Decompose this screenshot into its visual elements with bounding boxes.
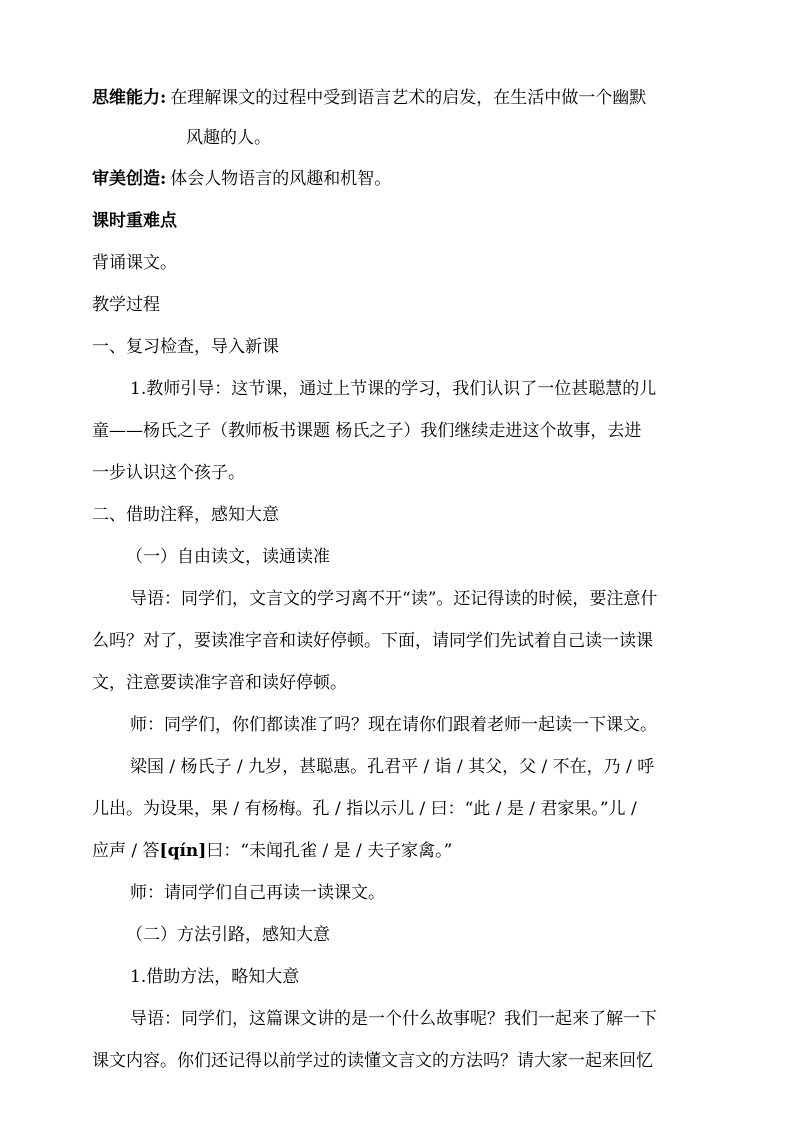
guide-line: 么吗？对了，要读准字音和读好停顿。下面，请同学们先试着自己读一读课 xyxy=(92,631,653,651)
objective-aesthetic xyxy=(92,167,391,191)
process-heading: 教学过程 xyxy=(92,295,160,315)
classical-text-line: 儿出。为设果，果 / 有杨梅。孔 / 指以示儿 / 曰：“此 / 是 / 君家果。”儿 / xyxy=(92,799,637,819)
objective-colon: : xyxy=(160,88,167,108)
objective-thinking-continuation xyxy=(186,126,271,150)
objective-thinking xyxy=(92,86,646,110)
classical-text-line: 梁国 / 杨氏子 / 九岁，甚聪惠。孔君平 / 诣 / 其父，父 / 不在，乃 / 呼 xyxy=(130,757,655,777)
key-points-text: 背诵课文。 xyxy=(92,253,177,273)
objective-label: 审美创造 xyxy=(92,169,160,189)
objective-text: 体会人物语言的风趣和机智。 xyxy=(170,169,392,189)
section-one-para-line: 1.教师引导：这节课，通过上节课的学习，我们认识了一位甚聪慧的儿 xyxy=(130,379,657,399)
subsection-one-title: （一）自由读文，读通读准 xyxy=(126,547,330,567)
pinyin-annotation: [qín] xyxy=(159,841,207,861)
classical-text-line xyxy=(92,839,452,863)
objective-colon: : xyxy=(160,169,167,189)
subsection-two-title: （二）方法引路，感知大意 xyxy=(126,925,330,945)
objective-label: 思维能力 xyxy=(92,88,160,108)
teacher-line: 师：同学们，你们都读准了吗？现在请你们跟着老师一起读一下课文。 xyxy=(130,715,657,735)
section-two-title: 二、借助注释，感知大意 xyxy=(92,505,279,525)
section-one-para-line: 一步认识这个孩子。 xyxy=(92,463,245,483)
objective-continuation-text: 风趣的人。 xyxy=(186,128,271,148)
objective-text: 在理解课文的过程中受到语言艺术的启发，在生活中做一个幽默 xyxy=(170,88,647,108)
teacher-line: 师：请同学们自己再读一读课文。 xyxy=(130,883,385,903)
guide-two-line: 课文内容。你们还记得以前学过的读懂文言文的方法吗？请大家一起来回忆 xyxy=(92,1051,653,1071)
item-one-title: 1.借助方法，略知大意 xyxy=(130,967,300,987)
classical-text-segment: 应声 / 答 xyxy=(92,841,160,861)
classical-text-segment: 曰：“未闻孔雀 / 是 / 夫子家禽。” xyxy=(206,841,453,861)
guide-two-line: 导语：同学们，这篇课文讲的是一个什么故事呢？我们一起来了解一下 xyxy=(130,1009,657,1029)
guide-line: 文，注意要读准字音和读好停顿。 xyxy=(92,673,347,693)
guide-line: 导语：同学们，文言文的学习离不开“读”。还记得读的时候，要注意什 xyxy=(130,589,658,609)
key-points-heading: 课时重难点 xyxy=(92,211,177,231)
section-one-title: 一、复习检查，导入新课 xyxy=(92,337,279,357)
section-one-para-line: 童——杨氏之子（教师板书课题 杨氏之子）我们继续走进这个故事，去进 xyxy=(92,421,642,441)
